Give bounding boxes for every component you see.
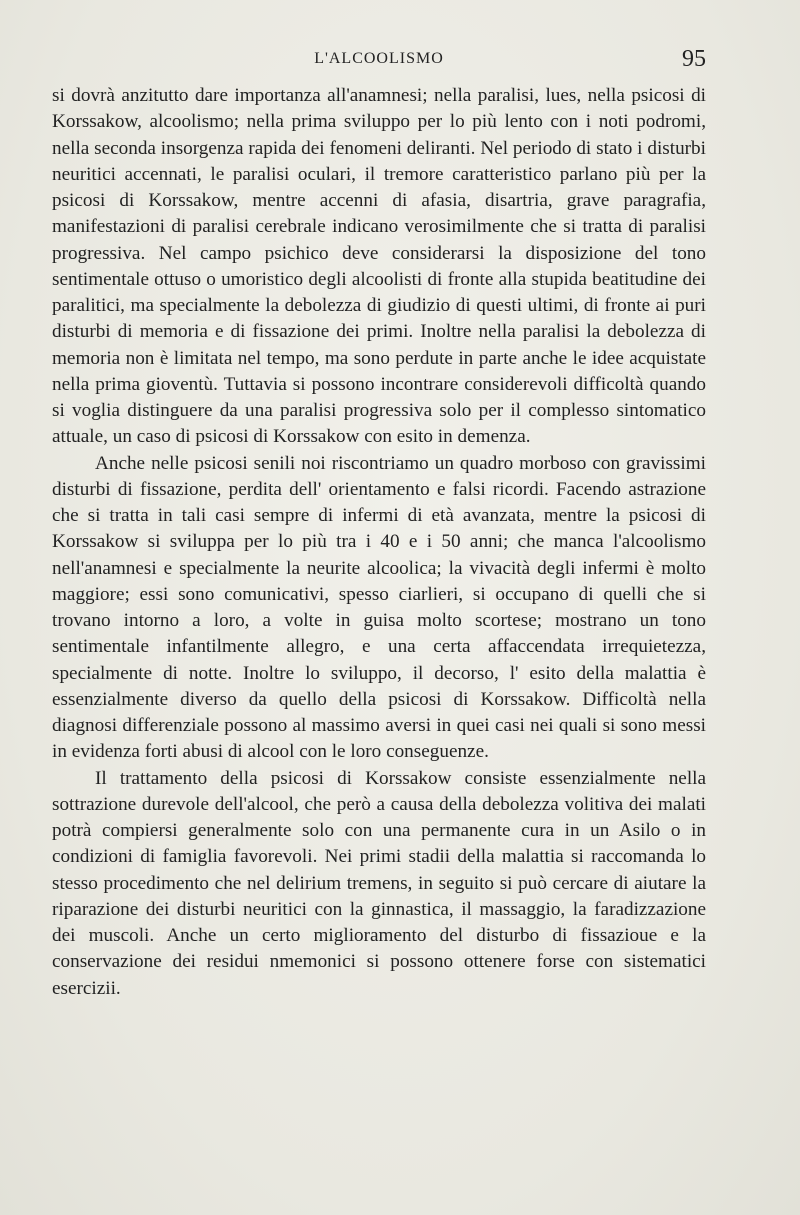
page-number: 95 xyxy=(682,46,706,72)
body-text xyxy=(52,83,706,1002)
running-head xyxy=(52,46,706,76)
paragraph-3: Il trattamento della psicosi di Korssakow consiste essenzialmente nella sottrazione durevole dell'alcool, che però a causa della debolezza volitiva dei malati potrà compiersi generalmente solo con una permanente cura in un Asilo o in condizioni di famiglia favorevoli. Nei primi stadii della malattia si raccomanda lo stesso procedimento che nel delirium tremens, in seguito si può cercare di aiutare la riparazione dei disturbi neuritici con la ginnastica, il massaggio, la faradizzazione dei muscoli. Anche un certo miglioramento del disturbo di fissazioue e la conservazione dei residui nmemonici si possono ottenere forse con sistematici esercizii. xyxy=(52,767,706,999)
running-head-title: L'ALCOOLISMO xyxy=(314,50,444,67)
paragraph-2: Anche nelle psicosi senili noi riscontriamo un quadro morboso con gravissimi disturbi di fissazione, perdita dell' orientamento e falsi ricordi. Facendo astrazione che si tratta in tali casi sempre di infermi di età avanzata, mentre la psicosi di Korssakow si sviluppa per lo più tra i 40 e i 50 anni; che manca l'alcoolismo nell'anamnesi e specialmente la neurite alcoolica; la vivacità degli infermi è molto maggiore; essi sono comunicativi, spesso ciarlieri, si occupano di quelli che si trovano intorno a loro, a volte in guisa molto scortese; mostrano un tono sentimentale infantilmente allegro, e una certa affaccendata irrequietezza, specialmente di notte. Inoltre lo sviluppo, il decorso, l' esito della malattia è essenzialmente diverso da quello della psicosi di Korssakow. Difficoltà nella diagnosi differenziale possono al massimo aversi in quei casi nei quali si sono messi in evidenza forti abusi di alcool con le loro conseguenze. xyxy=(52,452,706,763)
paragraph-1: si dovrà anzitutto dare importanza all'anamnesi; nella paralisi, lues, nella psicosi di Korssakow, alcoolismo; nella prima sviluppo per lo più lento con i noti podromi, nella seconda insorgenza rapida dei fenomeni deliranti. Nel periodo di stato i disturbi neuritici accennati, le paralisi oculari, il tremore caratteristico parlano più per la psicosi di Korssakow, mentre accenni di afasia, disartria, grave paragrafia, manifestazioni di paralisi cerebrale indicano verosimilmente che si tratta di paralisi progressiva. Nel campo psichico deve considerarsi la disposizione del tono sentimentale ottuso o umoristico degli alcoolisti di fronte alla stupida beatitudine dei paralitici, ma specialmente la debolezza di giudizio di questi ultimi, di fronte ai puri disturbi di memoria e di fissazione dei primi. Inoltre nella paralisi la debolezza di memoria non è limitata nel tempo, ma sono perdute in parte anche le idee acquistate nella prima gioventù. Tuttavia si possono incontrare considerevoli difficoltà quando si voglia distinguere da una paralisi progressiva solo per il complesso sintomatico attuale, un caso di psicosi di Korssakow con esito in demenza. xyxy=(52,85,706,448)
